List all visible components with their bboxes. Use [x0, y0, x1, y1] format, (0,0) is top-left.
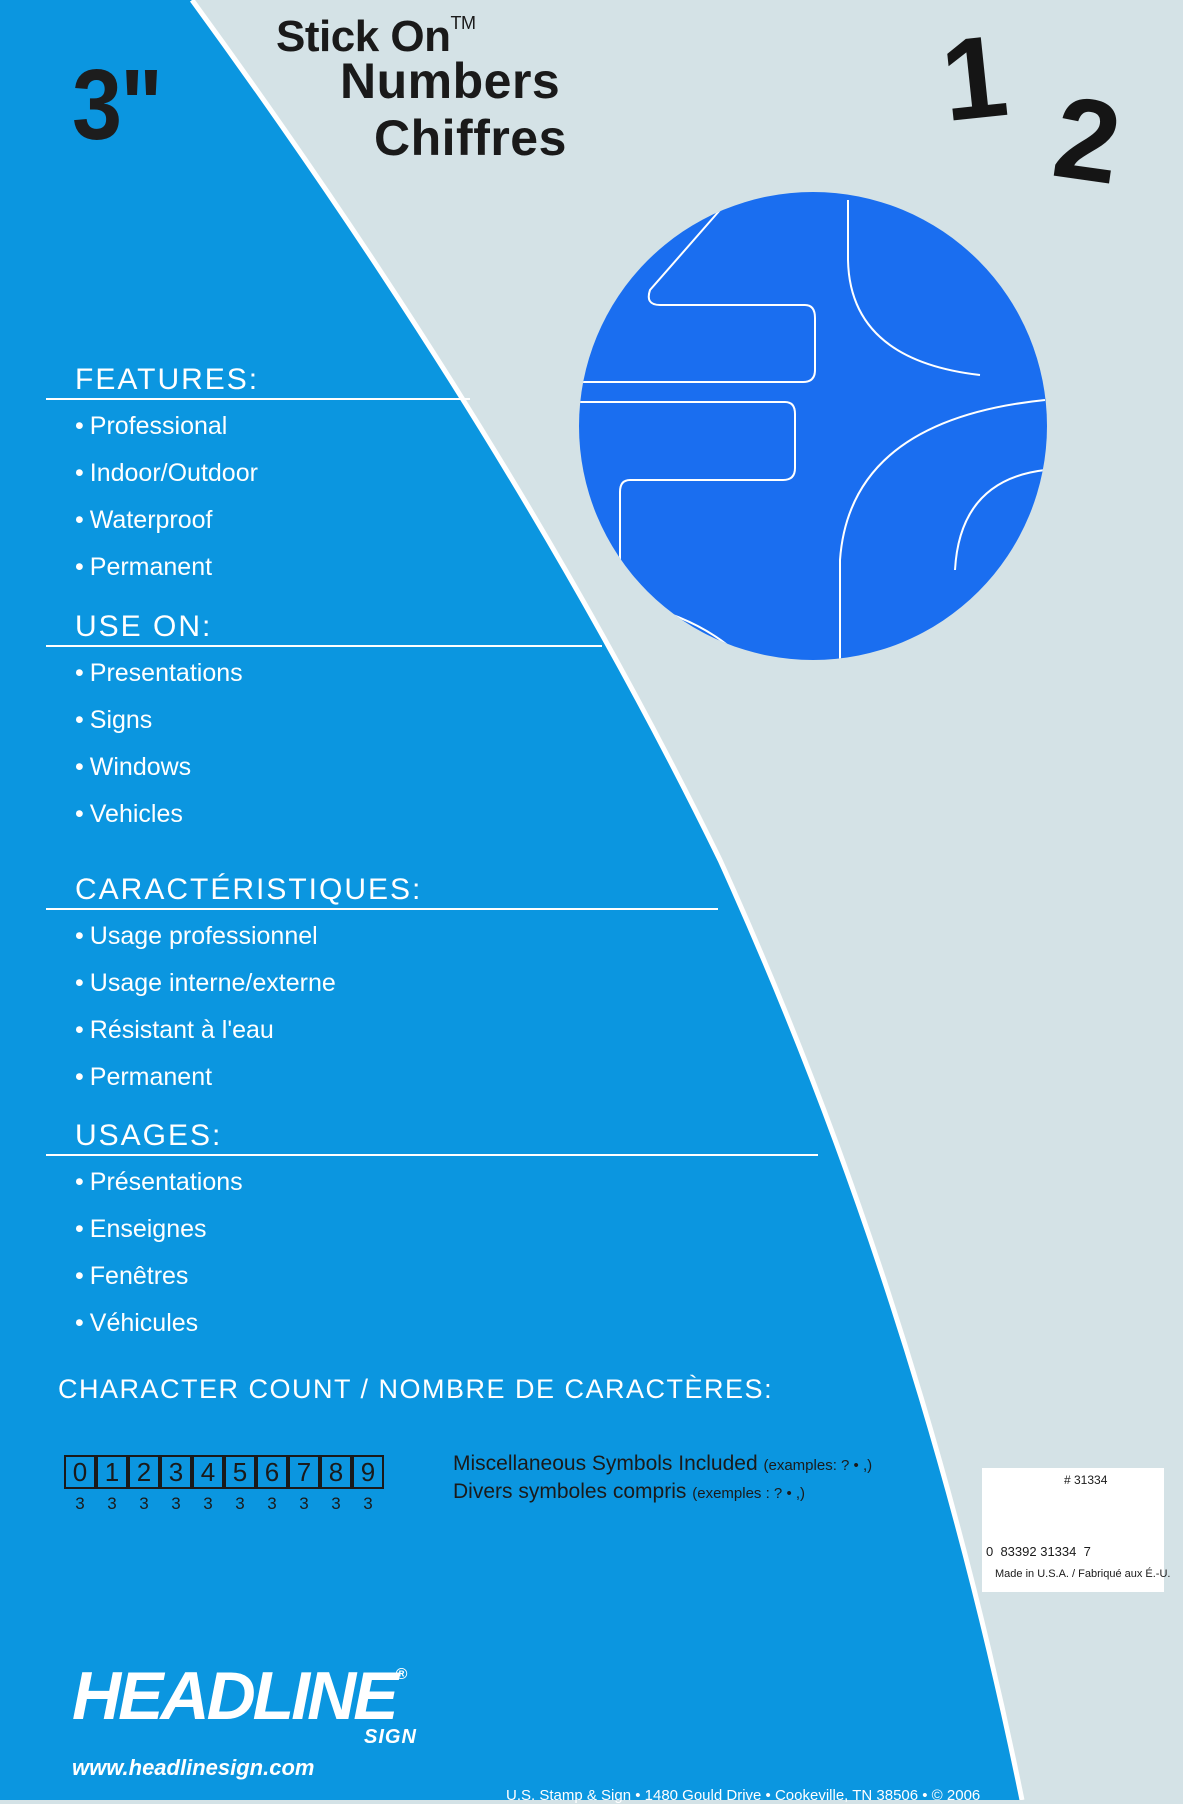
title-line-1: Stick On	[276, 12, 451, 61]
bullet: •	[75, 706, 84, 734]
usage-label: Enseignes	[89, 1215, 207, 1243]
features-heading: FEATURES:	[75, 363, 260, 396]
sample-digit-2: 2	[1046, 71, 1129, 209]
usage-item	[75, 1170, 243, 1195]
misc-line-1: Miscellaneous Symbols Included	[453, 1452, 758, 1475]
registered-mark: ®	[395, 1666, 408, 1683]
char-count: 3	[299, 1494, 309, 1513]
feature-item	[75, 414, 227, 439]
logo-sign: SIGN	[364, 1726, 417, 1748]
char-cell: 5	[224, 1455, 256, 1489]
char-count: 3	[235, 1494, 245, 1513]
bullet: •	[75, 553, 84, 581]
char-cell: 1	[96, 1455, 128, 1489]
bullet: •	[75, 506, 84, 534]
title-chiffres: Chiffres	[374, 110, 567, 166]
bullet: •	[75, 1168, 84, 1196]
char-count: 3	[139, 1494, 149, 1513]
misc-symbols-en	[453, 1453, 872, 1474]
logo-text: HEADLINE	[72, 1658, 396, 1734]
char-count: 3	[331, 1494, 341, 1513]
use-label: Windows	[89, 753, 192, 781]
feature-label: Professional	[89, 412, 228, 440]
use-label: Presentations	[89, 659, 243, 687]
char-count: 3	[363, 1494, 373, 1513]
made-in-label: Made in U.S.A. / Fabriqué aux É.-U.	[995, 1568, 1171, 1580]
feature-item	[75, 508, 213, 533]
misc-line-2: Divers symboles compris	[453, 1480, 687, 1503]
bullet: •	[75, 459, 84, 487]
char-count: 3	[75, 1494, 85, 1513]
usages-heading: USAGES:	[75, 1119, 223, 1152]
char-cell: 0	[64, 1455, 96, 1489]
usage-label: Véhicules	[89, 1309, 199, 1337]
usage-item	[75, 1264, 188, 1289]
char-count: 3	[107, 1494, 117, 1513]
bullet: •	[75, 922, 84, 950]
bullet: •	[75, 969, 84, 997]
char-count: 3	[171, 1494, 181, 1513]
headline-logo	[72, 1658, 408, 1734]
usage-label: Fenêtres	[89, 1262, 189, 1290]
char-cell: 2	[128, 1455, 160, 1489]
letter-size: 3"	[72, 49, 162, 161]
use-label: Signs	[89, 706, 153, 734]
item-number: # 31334	[1064, 1473, 1108, 1487]
caracteristique-label: Usage interne/externe	[89, 969, 336, 997]
bullet: •	[75, 659, 84, 687]
misc-examples-2: (exemples : ? • ,)	[692, 1485, 806, 1502]
feature-item	[75, 461, 258, 486]
char-count: 3	[267, 1494, 277, 1513]
bullet: •	[75, 1016, 84, 1044]
use-item	[75, 708, 152, 733]
use-item	[75, 802, 183, 827]
bullet: •	[75, 800, 84, 828]
caracteristiques-rule	[46, 908, 718, 910]
features-rule	[46, 398, 470, 400]
usage-item	[75, 1217, 207, 1242]
feature-item	[75, 555, 212, 580]
bullet: •	[75, 1262, 84, 1290]
misc-symbols-fr	[453, 1481, 805, 1502]
caracteristique-label: Résistant à l'eau	[89, 1016, 274, 1044]
usage-item	[75, 1311, 198, 1336]
char-cell: 8	[320, 1455, 352, 1489]
use-on-rule	[46, 645, 602, 647]
website-link[interactable]: www.headlinesign.com	[72, 1755, 315, 1780]
use-item	[75, 661, 243, 686]
usage-label: Présentations	[89, 1168, 243, 1196]
char-cell: 4	[192, 1455, 224, 1489]
caracteristique-item	[75, 971, 336, 996]
sample-circle	[579, 192, 1047, 680]
usages-rule	[46, 1154, 818, 1156]
bullet: •	[75, 1215, 84, 1243]
char-cell: 7	[288, 1455, 320, 1489]
bullet: •	[75, 1063, 84, 1091]
use-label: Vehicles	[89, 800, 183, 828]
char-cell: 3	[160, 1455, 192, 1489]
caracteristique-item	[75, 924, 318, 949]
char-count: 3	[203, 1494, 213, 1513]
trademark: TM	[450, 13, 476, 33]
bullet: •	[75, 753, 84, 781]
bullet: •	[75, 412, 84, 440]
misc-examples-1: (examples: ? • ,)	[763, 1457, 873, 1474]
title-numbers: Numbers	[340, 53, 561, 109]
char-cell: 6	[256, 1455, 288, 1489]
bullet: •	[75, 1309, 84, 1337]
caracteristique-item	[75, 1065, 212, 1090]
feature-label: Permanent	[89, 553, 213, 581]
barcode-digits: 0 83392 31334 7	[986, 1544, 1091, 1559]
caracteristique-label: Usage professionnel	[89, 922, 318, 950]
feature-label: Indoor/Outdoor	[89, 459, 258, 487]
character-count-heading: CHARACTER COUNT / NOMBRE DE CARACTÈRES:	[58, 1374, 774, 1404]
char-cell: 9	[352, 1455, 384, 1489]
caracteristiques-heading: CARACTÉRISTIQUES:	[75, 873, 423, 906]
use-on-heading: USE ON:	[75, 610, 213, 643]
caracteristique-item	[75, 1018, 274, 1043]
caracteristique-label: Permanent	[89, 1063, 213, 1091]
use-item	[75, 755, 191, 780]
feature-label: Waterproof	[89, 506, 213, 534]
company-address: U.S. Stamp & Sign • 1480 Gould Drive • Cookeville, TN 38506 • © 2006	[506, 1787, 981, 1804]
sample-digit-1: 1	[935, 9, 1014, 147]
